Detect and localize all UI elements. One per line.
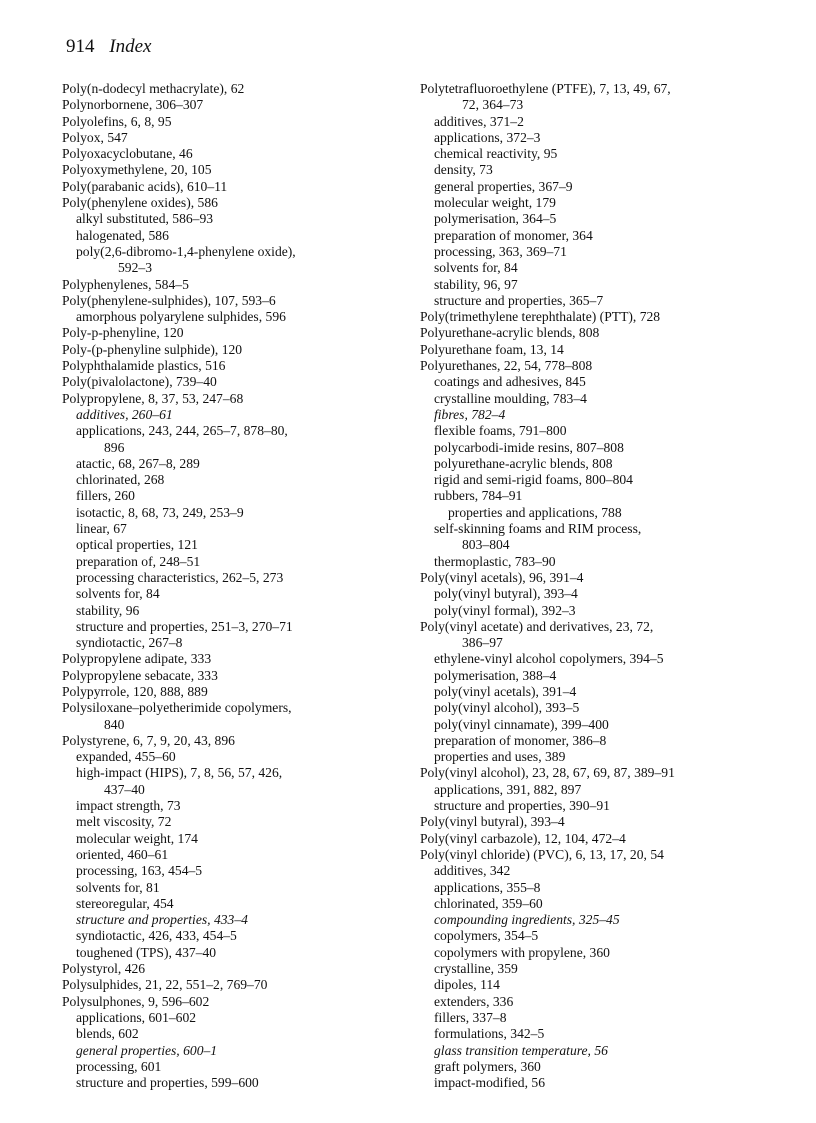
index-entry: compounding ingredients, 325–45 <box>434 912 620 928</box>
index-entry: Polypyrrole, 120, 888, 889 <box>62 683 208 699</box>
index-entry: chlorinated, 268 <box>76 472 165 488</box>
index-entry: Poly(vinyl chloride) (PVC), 6, 13, 17, 20, 54 <box>420 846 664 862</box>
page-header <box>66 36 151 58</box>
index-entry: thermoplastic, 783–90 <box>434 553 556 569</box>
index-entry: Polysulphones, 9, 596–602 <box>62 993 210 1009</box>
index-entry: structure and properties, 365–7 <box>434 292 604 308</box>
index-entry: Poly(vinyl butyral), 393–4 <box>420 814 565 830</box>
index-entry: structure and properties, 599–600 <box>76 1075 259 1091</box>
page-title: Index <box>109 36 152 57</box>
index-entry: oriented, 460–61 <box>76 846 169 862</box>
index-entry: Poly(vinyl carbazole), 12, 104, 472–4 <box>420 830 626 846</box>
index-entry: general properties, 367–9 <box>434 178 573 194</box>
index-entry: expanded, 455–60 <box>76 749 176 765</box>
page-number: 914 <box>66 36 95 57</box>
index-entry: 386–97 <box>462 635 503 651</box>
index-entry: Polysulphides, 21, 22, 551–2, 769–70 <box>62 977 268 993</box>
index-entry: processing, 163, 454–5 <box>76 863 203 879</box>
index-entry: preparation of, 248–51 <box>76 553 201 569</box>
index-entry: 896 <box>104 439 125 455</box>
index-entry: Polyoxymethylene, 20, 105 <box>62 162 212 178</box>
index-entry: applications, 601–602 <box>76 1009 197 1025</box>
index-entry: atactic, 68, 267–8, 289 <box>76 455 200 471</box>
index-entry: poly(vinyl butyral), 393–4 <box>434 586 578 602</box>
index-entry: Poly(phenylene-sulphides), 107, 593–6 <box>62 292 276 308</box>
index-entry: crystalline, 359 <box>434 961 518 977</box>
index-entry: polymerisation, 388–4 <box>434 667 557 683</box>
index-entry: Polystyrene, 6, 7, 9, 20, 43, 896 <box>62 732 235 748</box>
index-entry: fillers, 260 <box>76 488 135 504</box>
index-entry: self-skinning foams and RIM process, <box>434 521 642 537</box>
index-entry: Poly(n-dodecyl methacrylate), 62 <box>62 81 245 96</box>
index-entry: polycarbodi-imide resins, 807–808 <box>434 439 624 455</box>
index-entry: Poly-(p-phenyline sulphide), 120 <box>62 341 243 357</box>
index-entry: Poly-p-phenyline, 120 <box>62 325 184 341</box>
index-entry: poly(vinyl formal), 392–3 <box>434 602 576 618</box>
index-entry: structure and properties, 433–4 <box>76 912 248 928</box>
index-entry: stability, 96 <box>76 602 140 618</box>
index-entry: Poly(phenylene oxides), 586 <box>62 195 218 211</box>
index-entry: poly(vinyl acetals), 391–4 <box>434 683 577 699</box>
index-entry: alkyl substituted, 586–93 <box>76 211 214 227</box>
index-entry: copolymers with propylene, 360 <box>434 944 610 960</box>
index-entry: formulations, 342–5 <box>434 1026 545 1042</box>
index-entry: rubbers, 784–91 <box>434 488 523 504</box>
index-entry: fillers, 337–8 <box>434 1009 507 1025</box>
index-entry: density, 73 <box>434 162 493 178</box>
index-entry: preparation of monomer, 364 <box>434 227 593 243</box>
index-entry: applications, 355–8 <box>434 879 541 895</box>
index-entry: chemical reactivity, 95 <box>434 146 558 162</box>
index-entry: Polyphenylenes, 584–5 <box>62 276 189 292</box>
index-entry: high-impact (HIPS), 7, 8, 56, 57, 426, <box>76 765 283 781</box>
index-entry: solvents for, 84 <box>434 260 518 276</box>
index-entry: Polyurethanes, 22, 54, 778–808 <box>420 358 593 374</box>
index-entry: Poly(trimethylene terephthalate) (PTT), 728 <box>420 309 661 325</box>
index-entry: Polytetrafluoroethylene (PTFE), 7, 13, 49, 67, <box>420 81 671 96</box>
index-entry: Poly(vinyl acetate) and derivatives, 23, 72, <box>420 618 654 634</box>
index-entry: 803–804 <box>462 537 510 553</box>
index-entry: preparation of monomer, 386–8 <box>434 732 607 748</box>
index-entry: Polypropylene sebacate, 333 <box>62 667 218 683</box>
index-entry: Polyolefins, 6, 8, 95 <box>62 113 172 129</box>
index-entry: additives, 342 <box>434 863 511 879</box>
index-entry: melt viscosity, 72 <box>76 814 172 830</box>
index-entry: polyurethane-acrylic blends, 808 <box>434 455 613 471</box>
index-entry: general properties, 600–1 <box>76 1042 218 1058</box>
index-entry: rigid and semi-rigid foams, 800–804 <box>434 472 633 488</box>
index-entry: structure and properties, 390–91 <box>434 798 610 814</box>
index-entry: Poly(vinyl acetals), 96, 391–4 <box>420 569 584 585</box>
index-entry: Polysiloxane–polyetherimide copolymers, <box>62 700 292 716</box>
index-entry: poly(2,6-dibromo-1,4-phenylene oxide), <box>76 243 296 259</box>
index-entry: Polyurethane foam, 13, 14 <box>420 341 564 357</box>
index-entry: Polyurethane-acrylic blends, 808 <box>420 325 600 341</box>
index-entry: applications, 391, 882, 897 <box>434 781 582 797</box>
index-entry: additives, 371–2 <box>434 113 524 129</box>
index-entry: coatings and adhesives, 845 <box>434 374 586 390</box>
index-entry: molecular weight, 179 <box>434 195 556 211</box>
index-entry: stereoregular, 454 <box>76 895 174 911</box>
index-entry: processing, 601 <box>76 1058 162 1074</box>
index-entry: isotactic, 8, 68, 73, 249, 253–9 <box>76 504 244 520</box>
index-entry: stability, 96, 97 <box>434 276 518 292</box>
index-entry: Polyox, 547 <box>62 129 128 145</box>
index-entry: polymerisation, 364–5 <box>434 211 557 227</box>
index-entry: solvents for, 84 <box>76 586 160 602</box>
index-entry: copolymers, 354–5 <box>434 928 539 944</box>
index-entry: 72, 364–73 <box>462 97 524 113</box>
index-entry: fibres, 782–4 <box>434 406 506 422</box>
index-entry: ethylene-vinyl alcohol copolymers, 394–5 <box>434 651 664 667</box>
index-entry: Poly(pivalolactone), 739–40 <box>62 374 217 390</box>
index-entry: Poly(vinyl alcohol), 23, 28, 67, 69, 87, 389–91 <box>420 765 675 781</box>
index-entry: 437–40 <box>104 781 145 797</box>
index-entry: Poly(parabanic acids), 610–11 <box>62 178 228 194</box>
index-entry: properties and applications, 788 <box>448 504 622 520</box>
index-entry: Polypropylene adipate, 333 <box>62 651 212 667</box>
index-entry: molecular weight, 174 <box>76 830 198 846</box>
index-entry: extenders, 336 <box>434 993 514 1009</box>
index-entry: 592–3 <box>118 260 152 276</box>
index-entry: optical properties, 121 <box>76 537 198 553</box>
index-entry: Polynorbornene, 306–307 <box>62 97 204 113</box>
index-entry: flexible foams, 791–800 <box>434 423 567 439</box>
index-column-left <box>62 81 402 1091</box>
index-entry: halogenated, 586 <box>76 227 169 243</box>
index-entry: graft polymers, 360 <box>434 1058 541 1074</box>
index-entry: toughened (TPS), 437–40 <box>76 944 217 960</box>
index-entry: Polypropylene, 8, 37, 53, 247–68 <box>62 390 244 406</box>
index-entry: chlorinated, 359–60 <box>434 895 543 911</box>
index-entry: crystalline moulding, 783–4 <box>434 390 587 406</box>
index-entry: glass transition temperature, 56 <box>434 1042 608 1058</box>
index-entry: Polyoxacyclobutane, 46 <box>62 146 193 162</box>
index-entry: Polyphthalamide plastics, 516 <box>62 358 226 374</box>
index-entry: applications, 372–3 <box>434 129 541 145</box>
index-entry: 840 <box>104 716 125 732</box>
index-entry: properties and uses, 389 <box>434 749 566 765</box>
index-entry: additives, 260–61 <box>76 406 173 422</box>
index-entry: solvents for, 81 <box>76 879 160 895</box>
index-column-right <box>420 81 760 1091</box>
index-entry: linear, 67 <box>76 521 127 537</box>
index-entry: impact strength, 73 <box>76 798 181 814</box>
index-entry: applications, 243, 244, 265–7, 878–80, <box>76 423 288 439</box>
index-entry: poly(vinyl cinnamate), 399–400 <box>434 716 609 732</box>
index-entry: syndiotactic, 267–8 <box>76 635 183 651</box>
index-entry: syndiotactic, 426, 433, 454–5 <box>76 928 237 944</box>
index-entry: Polystyrol, 426 <box>62 961 146 977</box>
index-entry: amorphous polyarylene sulphides, 596 <box>76 309 286 325</box>
index-entry: impact-modified, 56 <box>434 1075 545 1091</box>
index-entry: processing, 363, 369–71 <box>434 243 567 259</box>
index-entry: dipoles, 114 <box>434 977 500 993</box>
index-entry: poly(vinyl alcohol), 393–5 <box>434 700 580 716</box>
index-entry: blends, 602 <box>76 1026 139 1042</box>
index-entry: structure and properties, 251–3, 270–71 <box>76 618 293 634</box>
index-entry: processing characteristics, 262–5, 273 <box>76 569 284 585</box>
